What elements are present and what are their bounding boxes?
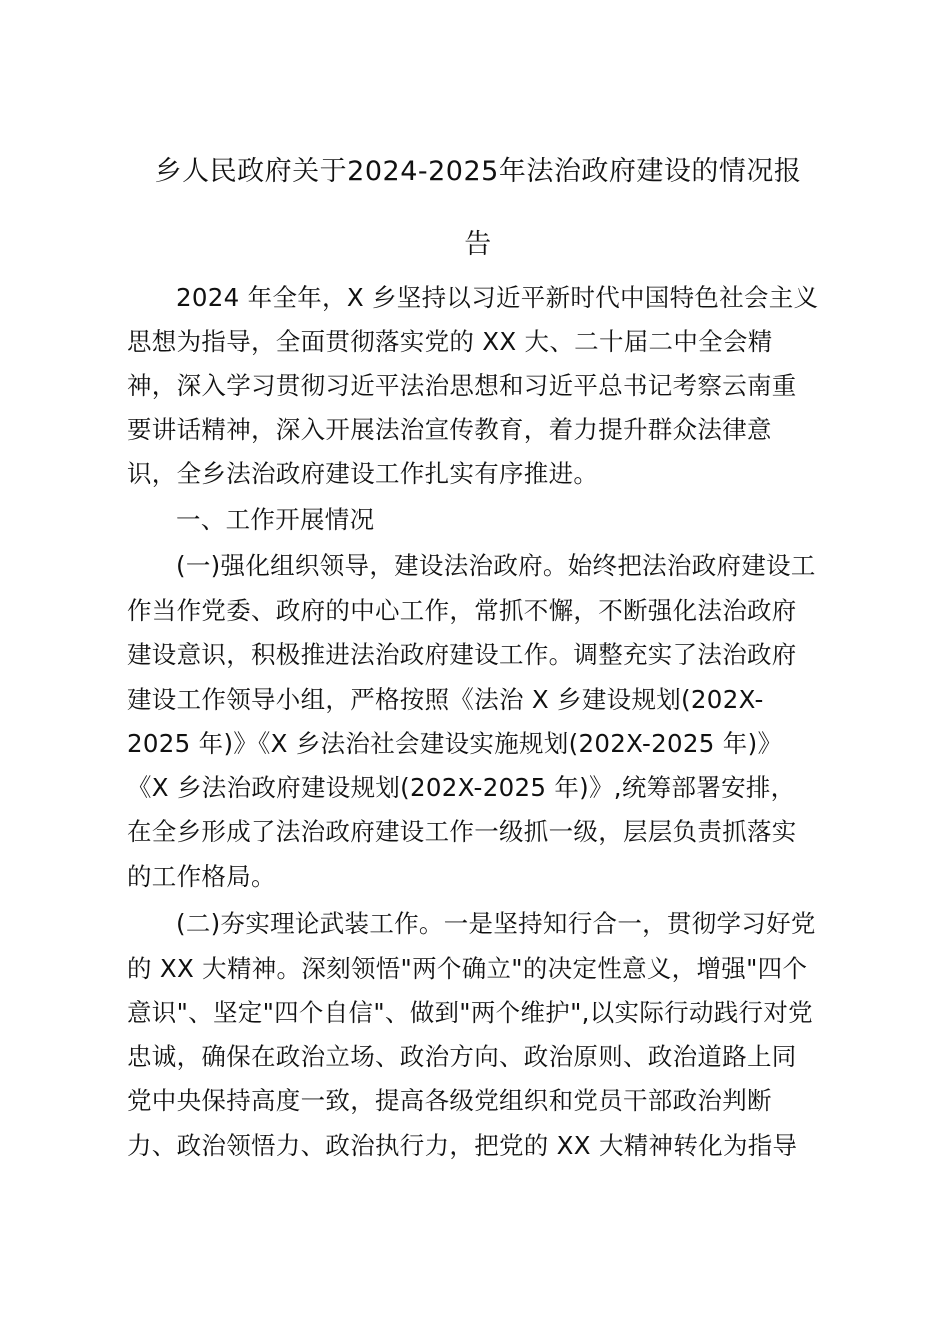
paragraph-one-line-7: 在全乡形成了法治政府建设工作一级抓一级，层层负责抓落实 <box>127 817 797 846</box>
paragraph-one-line-2: 作当作党委、政府的中心工作，常抓不懈，不断强化法治政府 <box>127 596 797 625</box>
paragraph-one-line-6: 《X 乡法治政府建设规划(202X-2025 年)》,统筹部署安排， <box>127 773 796 802</box>
paragraph-two-line-6: 力、政治领悟力、政治执行力，把党的 XX 大精神转化为指导 <box>127 1131 798 1160</box>
paragraph-two-line-3: 意识"、坚定"四个自信"、做到"两个维护",以实际行动践行对党 <box>127 998 813 1027</box>
document-title-line-1: 乡人民政府关于2024-2025年法治政府建设的情况报 <box>154 156 802 187</box>
paragraph-two-line-1: (二)夯实理论武装工作。一是坚持知行合一，贯彻学习好党 <box>176 909 816 938</box>
paragraph-intro-line-3: 神，深入学习贯彻习近平法治思想和习近平总书记考察云南重 <box>127 371 797 400</box>
paragraph-two-line-4: 忠诚，确保在政治立场、政治方向、政治原则、政治道路上同 <box>127 1042 797 1071</box>
paragraph-one-line-8: 的工作格局。 <box>127 862 276 891</box>
paragraph-one-line-5: 2025 年)》《X 乡法治社会建设实施规划(202X-2025 年)》 <box>127 729 783 758</box>
paragraph-one-line-1: (一)强化组织领导，建设法治政府。始终把法治政府建设工 <box>176 551 816 580</box>
paragraph-one-line-4: 建设工作领导小组，严格按照《法治 X 乡建设规划(202X- <box>127 685 764 714</box>
document-title-line-2: 告 <box>464 229 492 260</box>
paragraph-intro-line-1: 2024 年全年，X 乡坚持以习近平新时代中国特色社会主义 <box>176 283 819 312</box>
paragraph-intro-line-4: 要讲话精神，深入开展法治宣传教育，着力提升群众法律意 <box>127 415 772 444</box>
paragraph-two-line-5: 党中央保持高度一致，提高各级党组织和党员干部政治判断 <box>127 1086 772 1115</box>
section-heading: 一、工作开展情况 <box>176 505 375 534</box>
paragraph-intro-line-2: 思想为指导，全面贯彻落实党的 XX 大、二十届二中全会精 <box>127 327 773 356</box>
paragraph-one-line-3: 建设意识，积极推进法治政府建设工作。调整充实了法治政府 <box>127 640 797 669</box>
paragraph-intro-line-5: 识，全乡法治政府建设工作扎实有序推进。 <box>127 459 599 488</box>
paragraph-two-line-2: 的 XX 大精神。深刻领悟"两个确立"的决定性意义，增强"四个 <box>127 954 808 983</box>
